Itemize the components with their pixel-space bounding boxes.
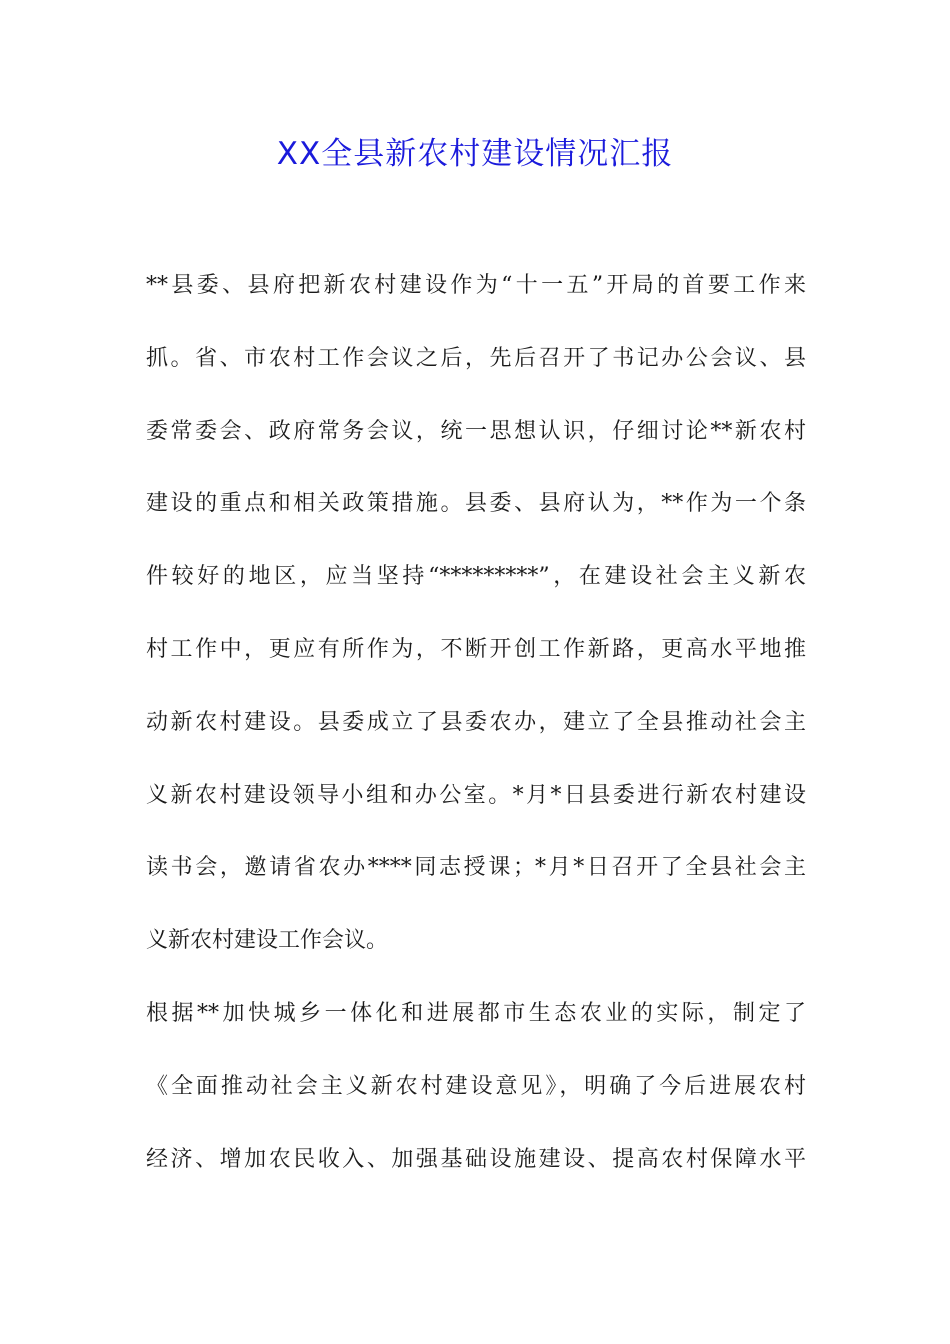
- body-line: **县委、县府把新农村建设作为“十一五”开局的首要工作来: [146, 273, 806, 298]
- body-line: 读书会，邀请省农办****同志授课；*月*日召开了全县社会主: [146, 855, 806, 881]
- body-line: 建设的重点和相关政策措施。县委、县府认为，**作为一个条: [146, 491, 806, 517]
- body-line: 根据**加快城乡一体化和进展都市生态农业的实际，制定了: [146, 1000, 806, 1026]
- body-line: 件较好的地区，应当坚持“*********”，在建设社会主义新农: [146, 564, 806, 590]
- body-line-paragraph-end: 义新农村建设工作会议。: [146, 928, 389, 954]
- body-line: 义新农村建设领导小组和办公室。*月*日县委进行新农村建设: [146, 782, 806, 808]
- document-body: [146, 250, 806, 1196]
- document-title: XX全县新农村建设情况汇报: [276, 136, 674, 172]
- body-line: 经济、增加农民收入、加强基础设施建设、提高农村保障水平: [146, 1146, 806, 1172]
- body-line: 委常委会、政府常务会议，统一思想认识，仔细讨论**新农村: [146, 418, 806, 444]
- body-line: 村工作中，更应有所作为，不断开创工作新路，更高水平地推: [146, 636, 806, 662]
- body-line: 《全面推动社会主义新农村建设意见》，明确了今后进展农村: [146, 1073, 806, 1099]
- body-line: 动新农村建设。县委成立了县委农办，建立了全县推动社会主: [146, 709, 806, 735]
- body-line: 抓。省、市农村工作会议之后，先后召开了书记办公会议、县: [146, 345, 806, 371]
